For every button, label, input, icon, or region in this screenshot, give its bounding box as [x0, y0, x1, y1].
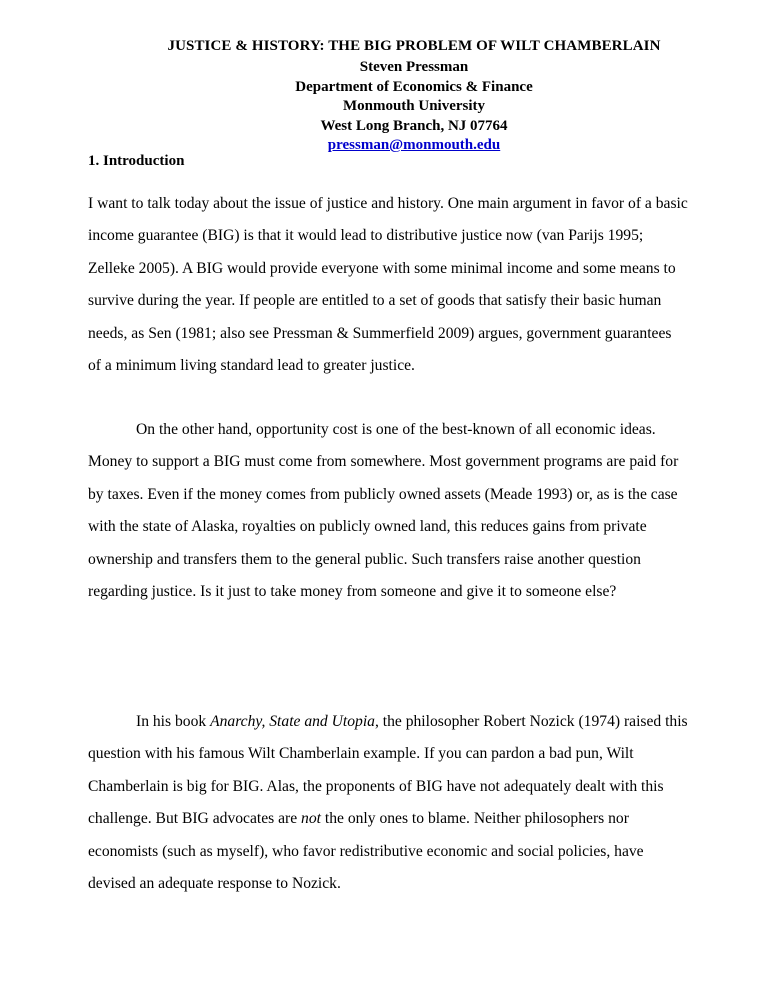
author-institution: Monmouth University	[342, 98, 486, 114]
paragraph-2	[88, 414, 688, 608]
paragraph-2-text: On the other hand, opportunity cost is one of the best-known of all economic ideas. Money to support a BIG must come from somewhere. Most government programs are paid for by taxes. Even if the money comes from publicly owned assets (Meade 1993) or, as is the case with the state of Alaska, royalties on publicly owned land, this reduces gains from private ownership and transfers them to the general public. Such transfers raise another question regarding justice. Is it just to take money from someone and give it to someone else?	[88, 421, 679, 601]
paragraph-3-part2: , the philosopher Robert Nozick (1974) raised this question with his famous Wilt Chamberlain example. If you can pardon a bad pun, Wilt Chamberlain is big for BIG. Alas, the proponents of BIG have not adequately dealt with this challenge. But BIG advocates are	[88, 713, 688, 828]
paragraph-3	[88, 706, 688, 900]
section-heading: 1. Introduction	[88, 153, 185, 169]
author-department: Department of Economics & Finance	[295, 78, 533, 95]
author-block	[0, 58, 768, 156]
emphasis-not: not	[301, 810, 321, 828]
paragraph-3-part3: the only ones to blame. Neither philosophers nor economists (such as myself), who favor redistributive economic and social policies, have devised an adequate response to Nozick.	[88, 810, 644, 893]
paragraph-1	[88, 188, 688, 382]
paragraph-3-text	[88, 706, 688, 900]
author-location: West Long Branch, NJ 07764	[320, 117, 508, 134]
paragraph-3-part1: In his book	[136, 713, 211, 730]
paper-title: JUSTICE & HISTORY: THE BIG PROBLEM OF WILT CHAMBERLAIN	[167, 38, 661, 54]
paragraph-1-text: I want to talk today about the issue of justice and history. One main argument in favor of a basic income guarantee (BIG) is that it would lead to distributive justice now (van Parijs 1995; Zelleke 2005). A BIG would provide everyone with some minimal income and some means to survive during the year. If people are entitled to a set of goods that satisfy their basic human needs, as Sen (1981; also see Pressman & Summerfield 2009) argues, government guarantees of a minimum living standard lead to greater justice.	[88, 195, 688, 375]
book-title: Anarchy, State and Utopia	[210, 713, 375, 730]
author-email-link[interactable]: pressman@monmouth.edu	[327, 137, 501, 153]
author-name: Steven Pressman	[359, 59, 469, 75]
